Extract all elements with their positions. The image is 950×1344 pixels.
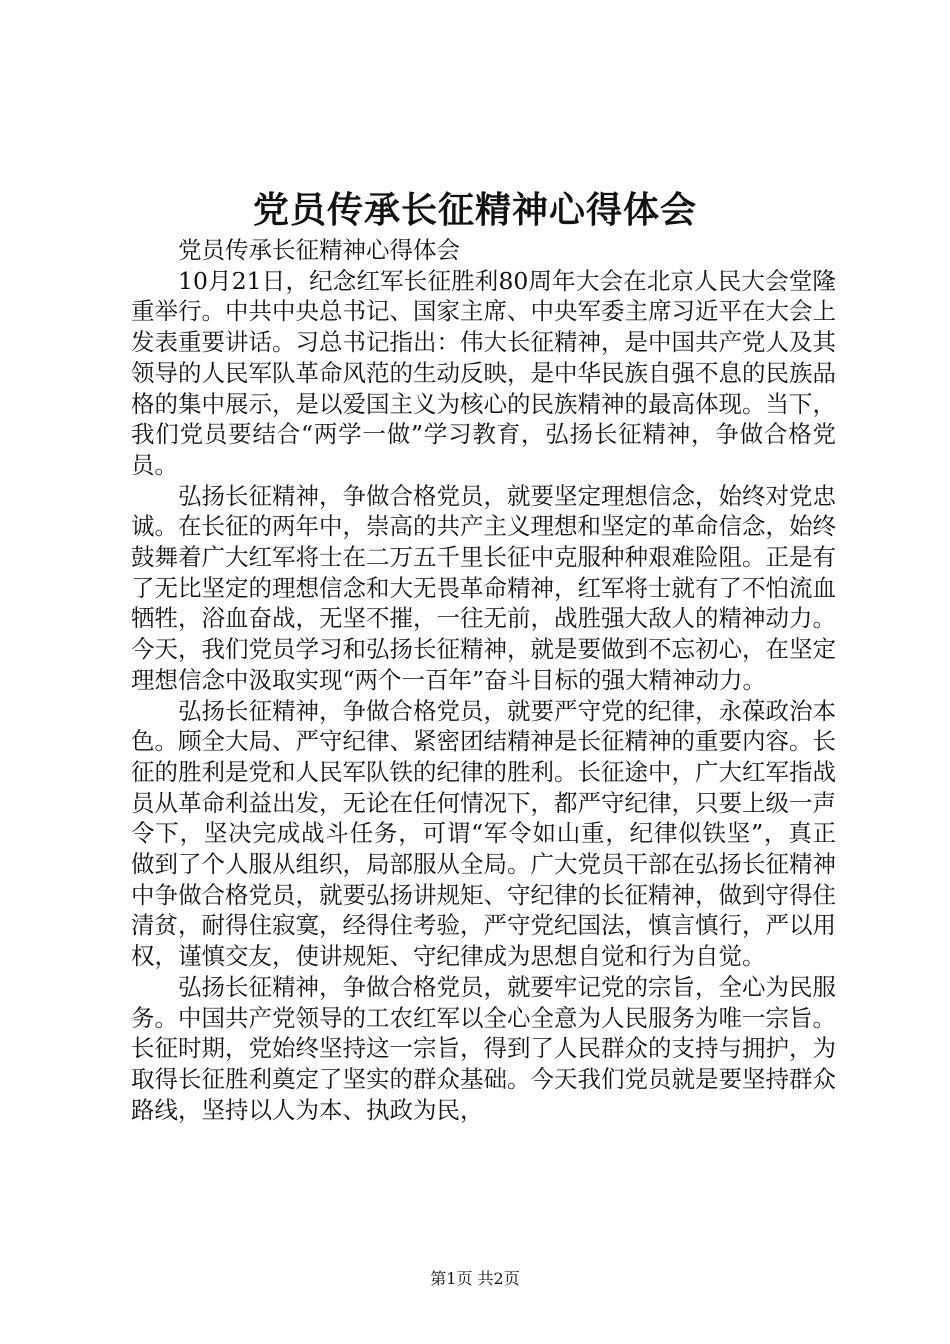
subtitle-paragraph: 党员传承长征精神心得体会 [178, 236, 460, 264]
body-paragraph-2: 弘扬长征精神，争做合格党员，就要坚定理想信念，始终对党忠诚。在长征的两年中，崇高的共产主义理想和坚定的革命信念，始终鼓舞着广大红军将士在二万五千里长征中克服种种艰难险阻。正是有了无比坚定的理想信念和大无畏革命精神，红军将士就有了不怕流血牺牲，浴血奋战，无坚不摧，一往无前，战胜强大敌人的精神动力。今天，我们党员学习和弘扬长征精神，就是要做到不忘初心，在坚定理想信念中汲取实现“两个一百年”奋斗目标的强大精神动力。 [131, 481, 836, 694]
body-paragraph-3: 弘扬长征精神，争做合格党员，就要严守党的纪律，永葆政治本色。顾全大局、严守纪律、紧密团结精神是长征精神的重要内容。长征的胜利是党和人民军队铁的纪律的胜利。长征途中，广大红军指战员从革命利益出发，无论在任何情况下，都严守纪律，只要上级一声令下，坚决完成战斗任务，可谓“军令如山重，纪律似铁坚”，真正做到了个人服从组织，局部服从全局。广大党员干部在弘扬长征精神中争做合格党员，就要弘扬讲规矩、守纪律的长征精神，做到守得住清贫，耐得住寂寞，经得住考验，严守党纪国法，慎言慎行，严以用权，谨慎交友，使讲规矩、守纪律成为思想自觉和行为自觉。 [131, 696, 836, 971]
body-paragraph-4: 弘扬长征精神，争做合格党员，就要牢记党的宗旨，全心为民服务。中国共产党领导的工农红军以全心全意为人民服务为唯一宗旨。长征时期，党始终坚持这一宗旨，得到了人民群众的支持与拥护，为取得长征胜利奠定了坚实的群众基础。今天我们党员就是要坚持群众路线，坚持以人为本、执政为民， [131, 972, 836, 1124]
document-body [131, 235, 836, 1125]
body-paragraph-1: 10月21日，纪念红军长征胜利80周年大会在北京人民大会堂隆重举行。中共中央总书记、国家主席、中央军委主席习近平在大会上发表重要讲话。习总书记指出：伟大长征精神，是中国共产党人及其领导的人民军队革命风范的生动反映，是中华民族自强不息的民族品格的集中展示，是以爱国主义为核心的民族精神的最高体现。当下，我们党员要结合“两学一做”学习教育，弘扬长征精神，争做合格党员。 [131, 266, 836, 479]
document-title: 党员传承长征精神心得体会 [252, 189, 697, 231]
page-footer: 第1页 共2页 [430, 1269, 520, 1288]
